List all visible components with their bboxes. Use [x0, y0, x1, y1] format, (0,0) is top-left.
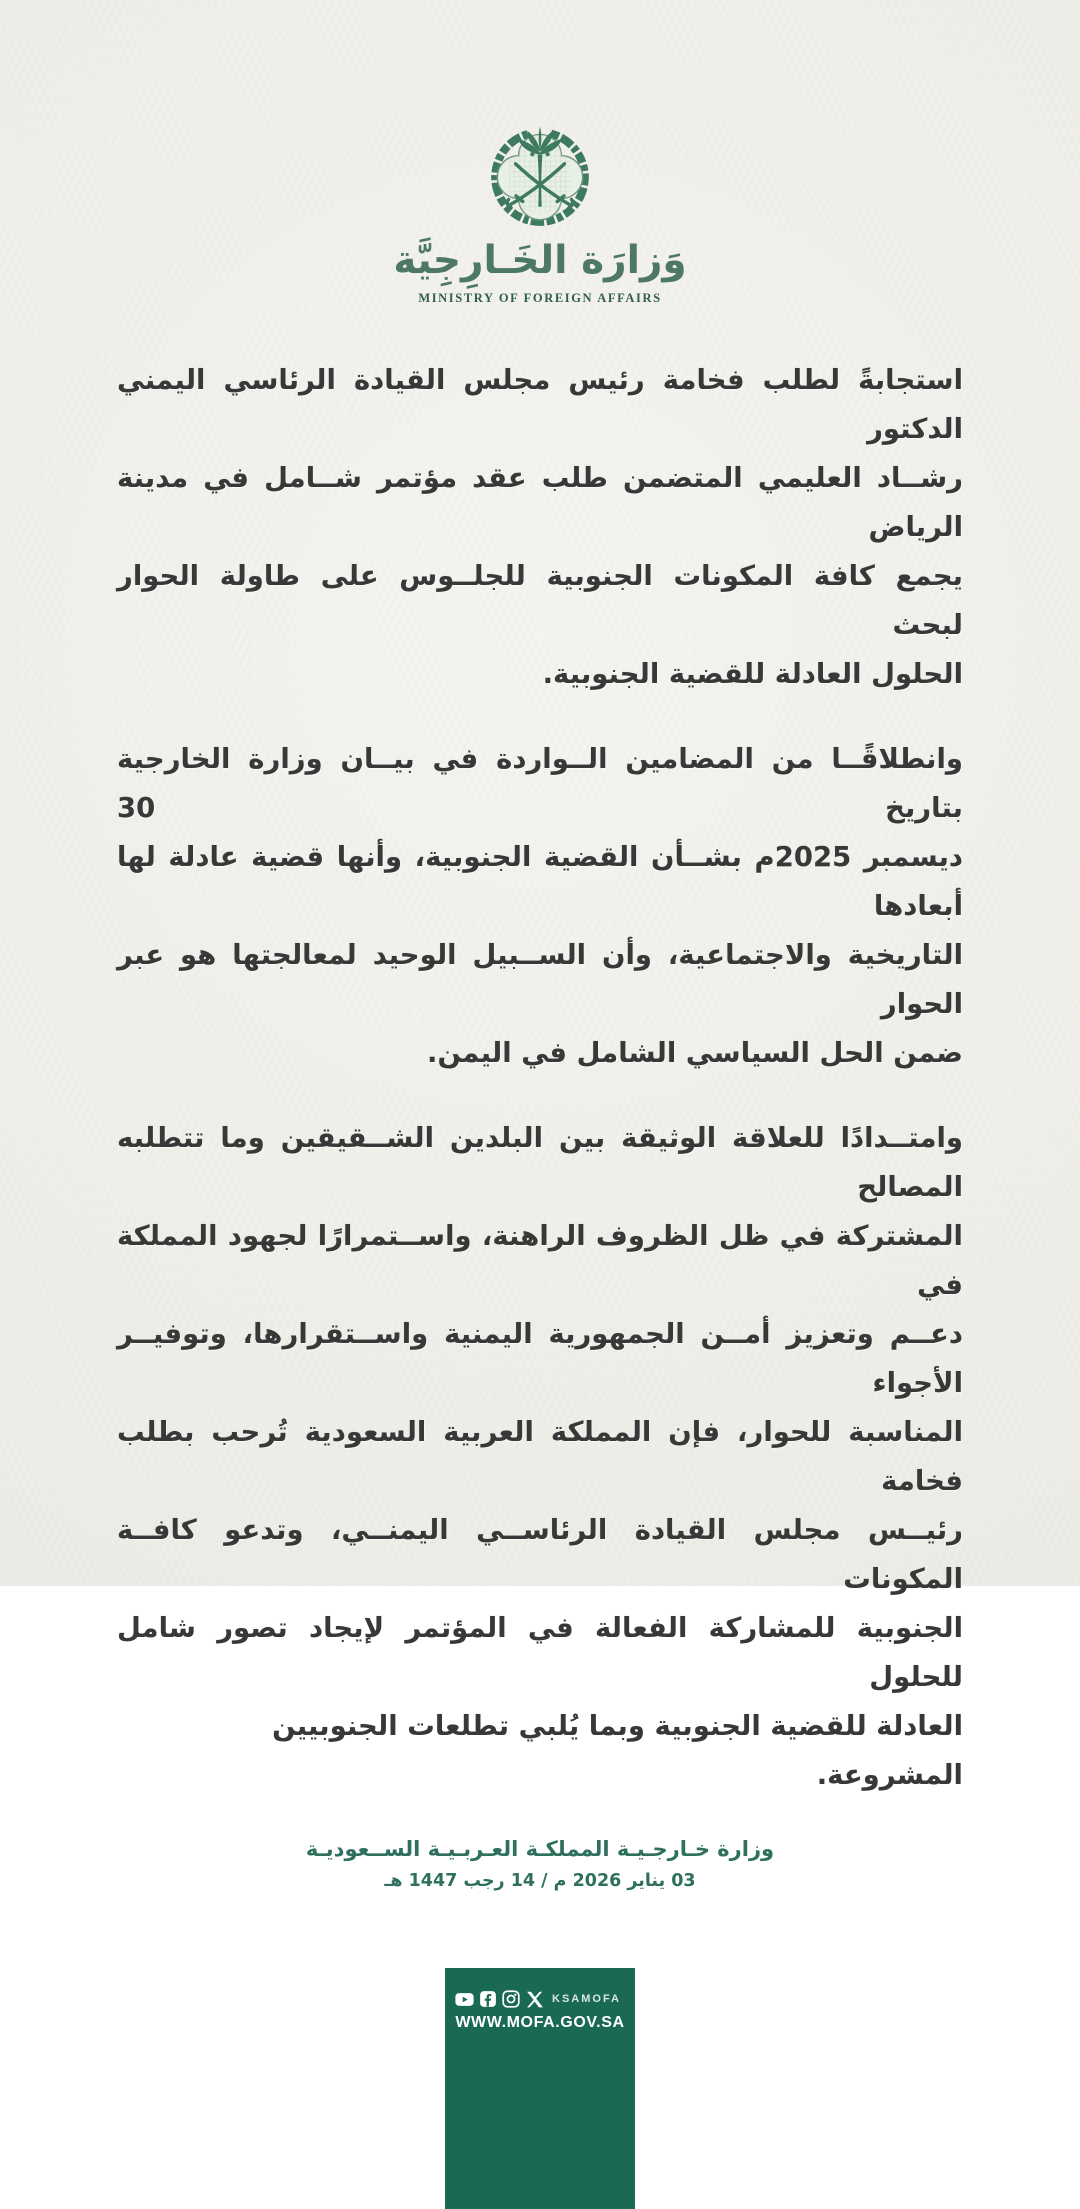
statement-line: ديسمبر 2025م بشــأن القضية الجنوبية، وأنها قضية عادلة لها أبعادها [117, 841, 964, 922]
statement-line: استجابةً لطلب فخامة رئيس مجلس القيادة الرئاسي اليمني الدكتور [117, 364, 963, 445]
statement-line: الحلول العادلة للقضية الجنوبية. [542, 658, 963, 690]
statement-line: يجمع كافة المكونات الجنوبية للجلــوس على طاولة الحوار لبحث [117, 560, 963, 641]
statement-line: رشــاد العليمي المتضمن طلب عقد مؤتمر شــامل في مدينة الرياض [117, 462, 963, 543]
statement-line: ضمن الحل السياسي الشامل في اليمن. [427, 1037, 963, 1069]
website-url: WWW.MOFA.GOV.SA [455, 2014, 625, 2031]
header [0, 0, 1080, 306]
ministry-logotype-arabic: وَزارَة الخَـارِجِيَّة [393, 238, 687, 283]
statement-line: المناسبة للحوار، فإن المملكة العربية السعودية تُرحب بطلب فخامة [117, 1416, 963, 1497]
statement-line: التاريخية والاجتماعية، وأن الســبيل الوحيد لمعالجتها هو عبر الحوار [117, 939, 963, 1020]
statement-line: وانطلاقًــا من المضامين الــواردة في بيــان وزارة الخارجية بتاريخ 30 [117, 743, 963, 824]
statement-line: المشتركة في ظل الظروف الراهنة، واســتمرارًا لجهود المملكة في [117, 1220, 963, 1301]
footer-panel [445, 1968, 635, 2209]
statement-line: رئيــس مجلس القيادة الرئاســي اليمنــي، وتدعو كافــة المكونات [117, 1514, 963, 1595]
statement-paragraph-2 [117, 735, 963, 1078]
mofa-emblem-icon [479, 110, 601, 232]
signature-org: وزارة خـارجـيـة المملكـة العـربـيـة الســعوديـة [305, 1837, 775, 1861]
ministry-name-english: MINISTRY OF FOREIGN AFFAIRS [418, 291, 662, 305]
statement-date: 03 يناير 2026 م / 14 رجب 1447 هـ [384, 1871, 696, 1891]
statement-paragraph-3 [117, 1114, 963, 1800]
youtube-icon [455, 1990, 474, 2009]
x-icon [525, 1990, 545, 2009]
statement-body [117, 356, 963, 1800]
statement-paragraph-1 [117, 356, 963, 699]
statement-line: العادلة للقضية الجنوبية وبما يُلبي تطلعات الجنوبيين المشروعة. [272, 1710, 963, 1791]
signature-block [0, 1836, 1080, 1892]
statement-line: دعــم وتعزيز أمــن الجمهورية اليمنية واســتقرارها، وتوفيــر الأجواء [117, 1318, 963, 1399]
facebook-icon [479, 1990, 497, 2008]
statement-line: الجنوبية للمشاركة الفعالة في المؤتمر لإيجاد تصور شامل للحلول [117, 1612, 963, 1693]
social-handle: KSAMOFA [552, 1993, 621, 2005]
instagram-icon [502, 1990, 520, 2008]
statement-line: وامتــدادًا للعلاقة الوثيقة بين البلدين الشــقيقين وما تتطلبه المصالح [117, 1122, 963, 1203]
social-icons-row [445, 1989, 635, 2009]
